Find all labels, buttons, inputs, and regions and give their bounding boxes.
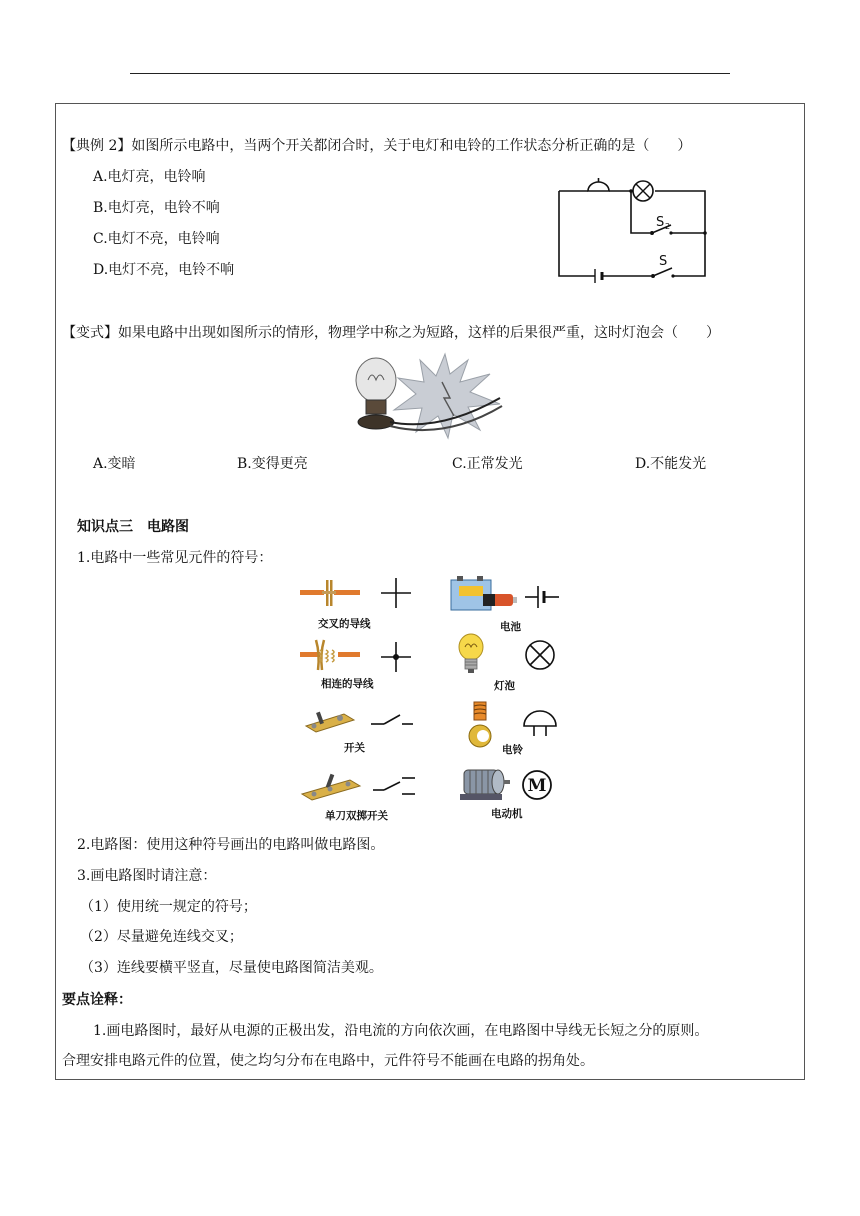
variant-question: 【变式】如果电路中出现如图所示的情形，物理学中称之为短路，这样的后果很严重，这时灯泡会（ ） bbox=[62, 325, 720, 341]
bulb-photo-icon bbox=[456, 632, 486, 676]
circuit-s-label: S bbox=[659, 254, 668, 269]
spdt-switch-photo-icon bbox=[300, 770, 362, 800]
battery-symbol-icon bbox=[524, 584, 560, 610]
spdt-switch-symbol-icon bbox=[372, 772, 416, 800]
circuit-diagram-definition: 2.电路图：使用这种符号画出的电路叫做电路图。 bbox=[77, 837, 385, 853]
motor-letter: M bbox=[527, 776, 547, 796]
note-2: （2）尽量避免连线交叉； bbox=[80, 929, 243, 945]
key-points-paragraph-line2: 合理安排电路元件的位置，使之均匀分布在电路中，元件符号不能画在电路的拐角处。 bbox=[62, 1053, 594, 1069]
symbols-intro: 1.电路中一些常见元件的符号： bbox=[77, 550, 273, 566]
section-title: 知识点三 电路图 bbox=[77, 519, 189, 535]
circuit-bulb-icon bbox=[633, 181, 653, 201]
switch-photo-icon bbox=[304, 704, 356, 734]
connected-wires-photo-icon bbox=[298, 636, 362, 674]
bell-symbol-icon bbox=[520, 708, 560, 736]
crossing-wires-photo-icon bbox=[298, 576, 362, 610]
label-spdt-switch: 单刀双掷开关 bbox=[325, 810, 388, 822]
note-1: （1）使用统一规定的符号； bbox=[80, 899, 257, 915]
label-battery: 电池 bbox=[500, 621, 521, 633]
motor-photo-icon bbox=[456, 764, 510, 802]
connected-wires-symbol-icon bbox=[379, 640, 413, 674]
motor-symbol-icon bbox=[520, 768, 554, 802]
key-points-title: 要点诠释： bbox=[62, 992, 132, 1008]
note-3: （3）连线要横平竖直，尽量使电路图简洁美观。 bbox=[80, 960, 383, 976]
variant-option-d: D.不能发光 bbox=[635, 456, 707, 472]
drawing-notes-intro: 3.画电路图时请注意： bbox=[77, 868, 217, 884]
label-bulb: 灯泡 bbox=[494, 680, 515, 692]
label-motor: 电动机 bbox=[491, 808, 523, 820]
label-connected-wires: 相连的导线 bbox=[321, 678, 374, 690]
bell-photo-icon bbox=[464, 698, 496, 750]
variant-option-b: B.变得更亮 bbox=[237, 456, 308, 472]
example2-option-c: C.电灯不亮，电铃响 bbox=[93, 231, 220, 247]
example2-option-b: B.电灯亮，电铃不响 bbox=[93, 200, 220, 216]
variant-option-a: A.变暗 bbox=[93, 456, 136, 472]
key-points-paragraph-line1: 1.画电路图时，最好从电源的正极出发，沿电流的方向依次画，在电路图中导线无长短之分的原则。 bbox=[93, 1023, 709, 1039]
short-circuit-illustration bbox=[350, 352, 505, 438]
crossing-wires-symbol-icon bbox=[379, 576, 413, 610]
circuit-s2-label: S bbox=[656, 215, 665, 230]
variant-option-c: C.正常发光 bbox=[452, 456, 523, 472]
battery-photo-icon bbox=[449, 574, 521, 614]
example2-circuit-diagram bbox=[555, 175, 715, 285]
example2-option-a: A.电灯亮，电铃响 bbox=[93, 169, 206, 185]
example2-question: 【典例 2】如图所示电路中，当两个开关都闭合时，关于电灯和电铃的工作状态分析正确的是（ ） bbox=[62, 138, 692, 154]
header-rule bbox=[130, 73, 730, 74]
switch-symbol-icon bbox=[370, 710, 414, 730]
circuit-s2-subscript: 2 bbox=[665, 222, 671, 231]
label-crossing-wires: 交叉的导线 bbox=[318, 618, 371, 630]
bulb-symbol-icon bbox=[522, 638, 558, 672]
label-bell: 电铃 bbox=[502, 744, 523, 756]
label-switch: 开关 bbox=[344, 742, 365, 754]
example2-option-d: D.电灯不亮，电铃不响 bbox=[93, 262, 235, 278]
